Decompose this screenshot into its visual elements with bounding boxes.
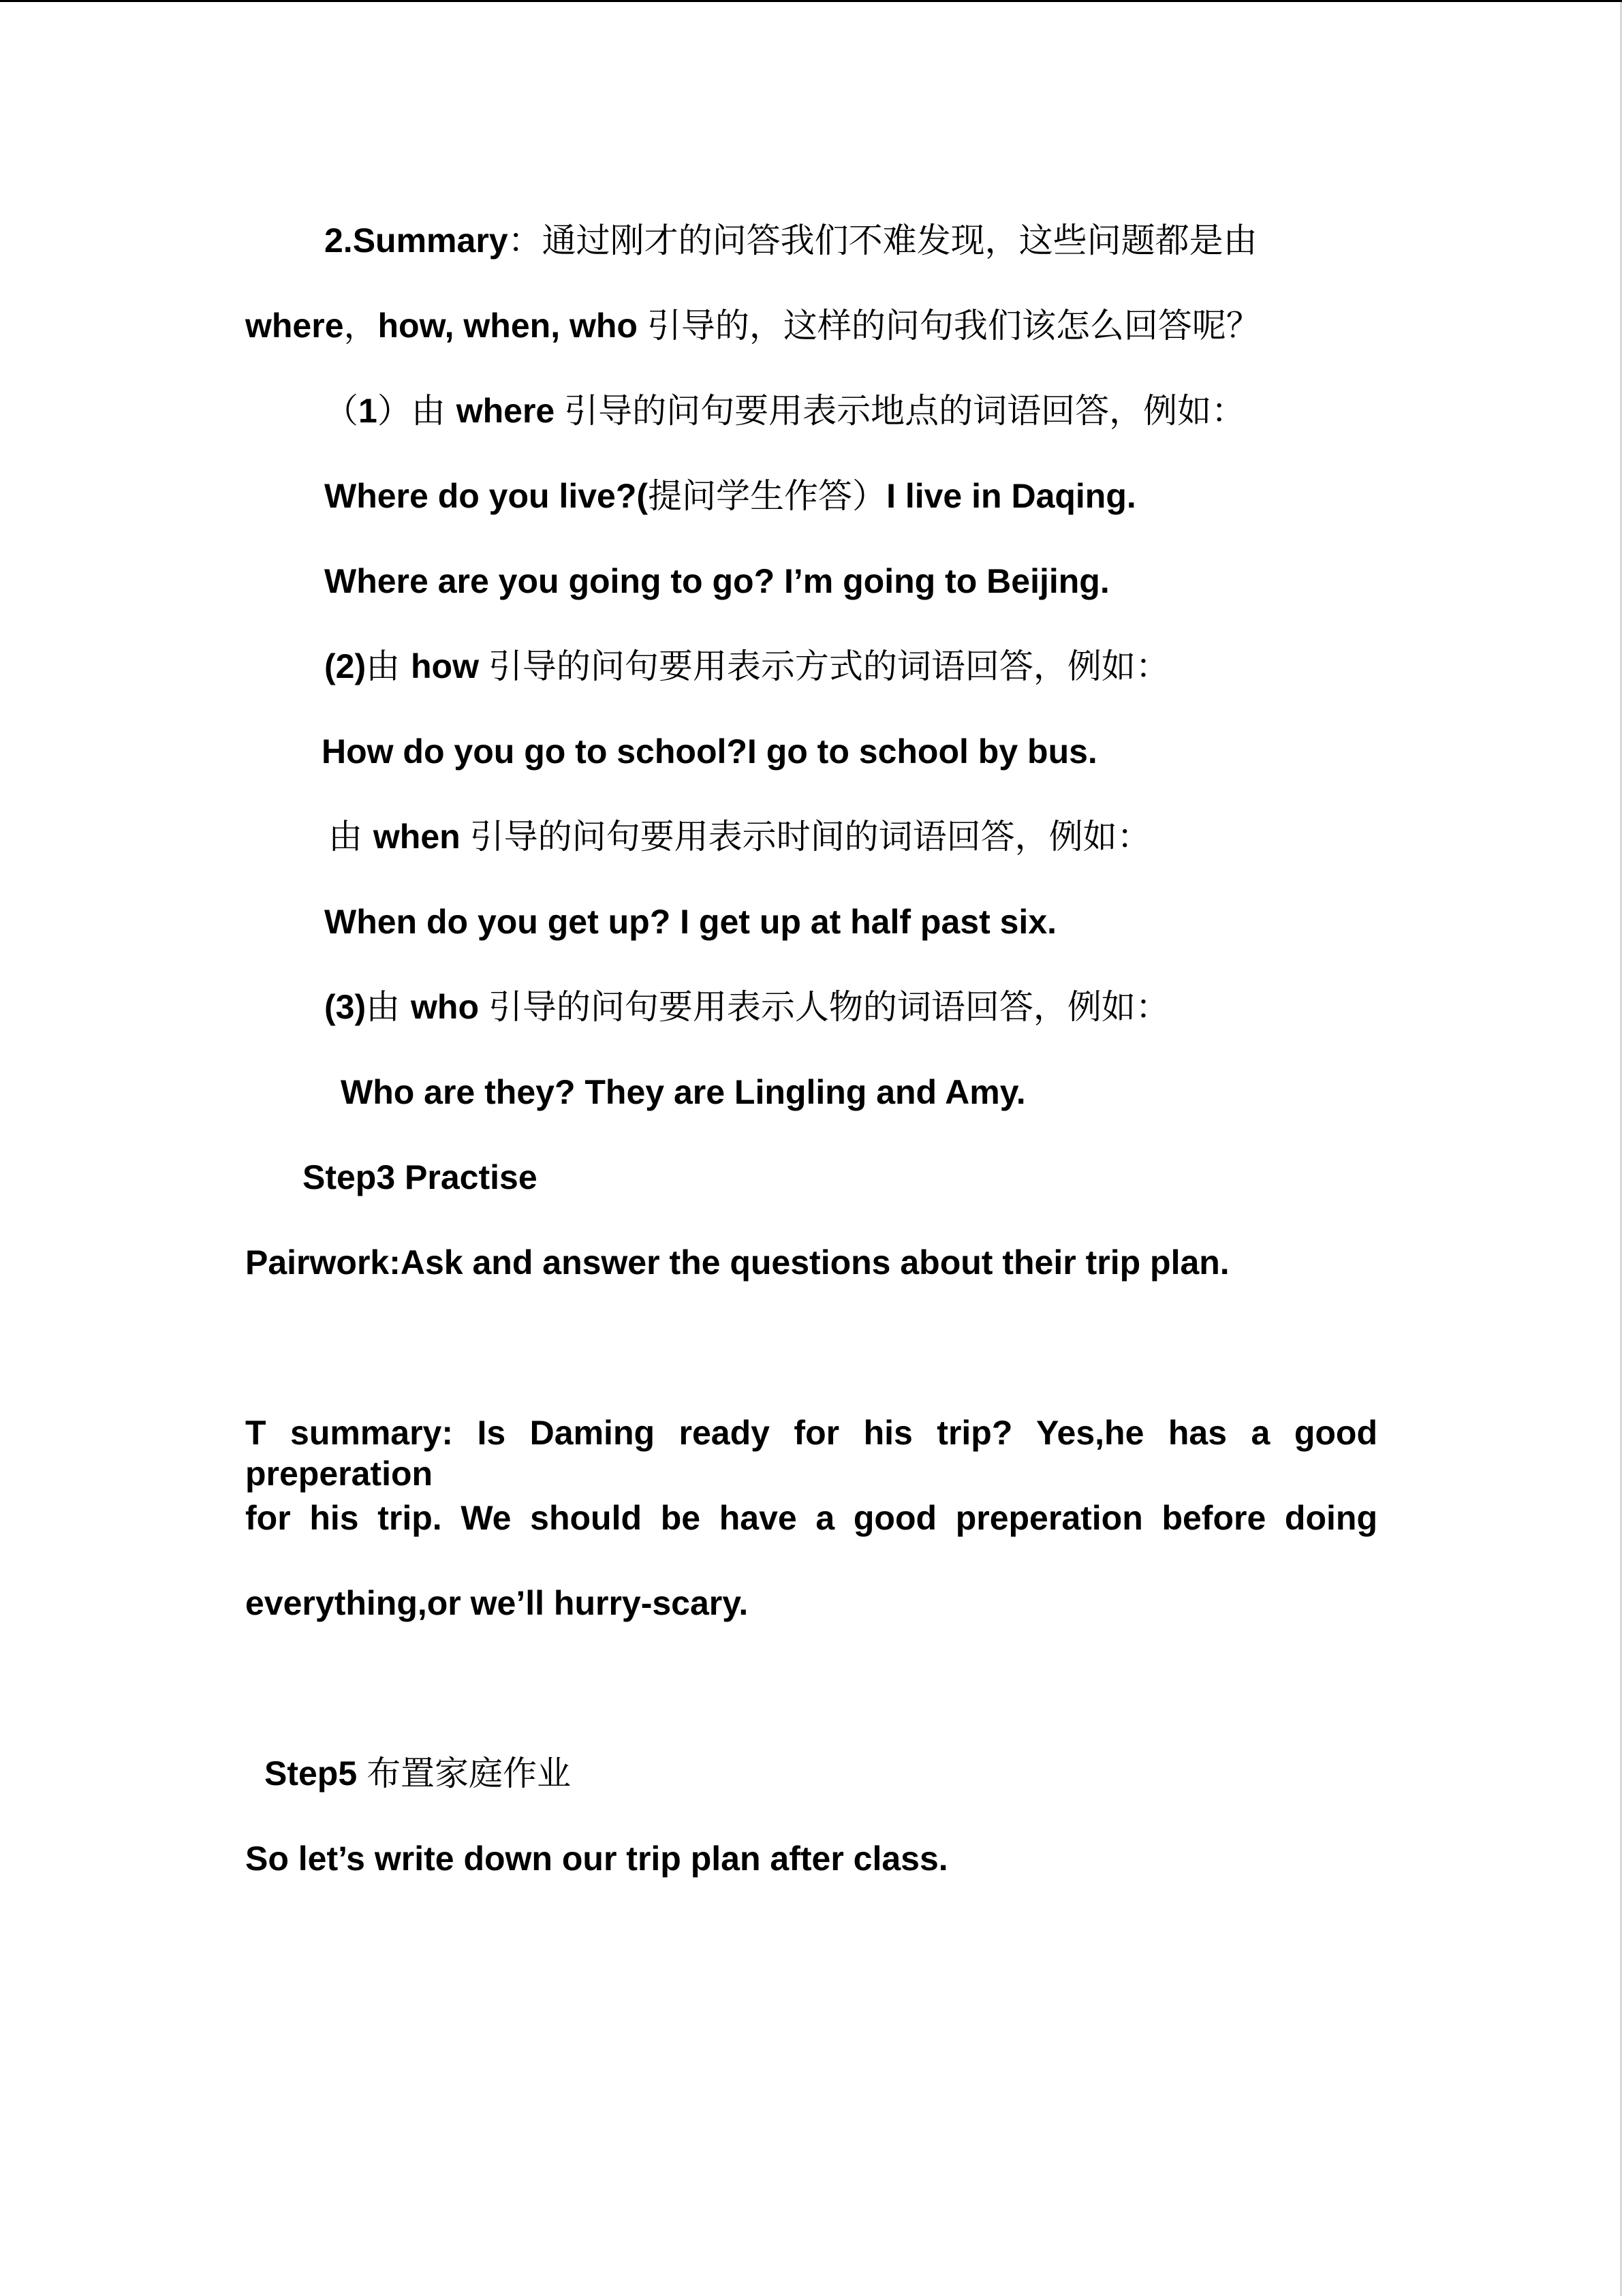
- rule-3-you: 由: [366, 987, 411, 1027]
- rule-when-you: 由: [328, 817, 373, 856]
- rule-when-keyword: when: [373, 818, 470, 856]
- rule-3-number: (3): [324, 988, 366, 1026]
- rule-when-text: 引导的问句要用表示时间的词语回答，例如：: [469, 817, 1151, 856]
- t-summary-line-1: T summary: Is Daming ready for his trip? Yes,he has a good preperation: [245, 1414, 1377, 1493]
- summary-label: 2.Summary: [324, 221, 508, 260]
- summary-question-text: 引导的，这样的问句我们该怎么回答呢？: [646, 306, 1260, 345]
- example-when: When do you get up? I get up at half past six.: [324, 903, 1057, 941]
- rule-2-you: 由: [366, 647, 411, 686]
- summary-text: ：通过刚才的问答我们不难发现，这些问题都是由: [508, 221, 1258, 260]
- example-where-live-q: Where do you live?(: [324, 477, 649, 515]
- example-where-live-a: I live in Daqing.: [886, 477, 1136, 515]
- rule-when-line: [328, 816, 1151, 857]
- step3-heading: Step3 Practise: [302, 1158, 537, 1196]
- rule-2-keyword: how: [411, 647, 488, 685]
- rule-3-text: 引导的问句要用表示人物的词语回答，例如：: [488, 987, 1170, 1027]
- example-where-go: Where are you going to go? I’m going to Beijing.: [324, 562, 1110, 600]
- rule-3-keyword: who: [411, 988, 488, 1026]
- pairwork-line: Pairwork:Ask and answer the questions about their trip plan.: [245, 1243, 1230, 1282]
- t-summary-line-2: for his trip. We should be have a good preperation before doing: [245, 1499, 1377, 1537]
- summary-heading-line: [324, 220, 1258, 261]
- question-words: how, when, who: [377, 307, 647, 345]
- summary-continuation-line: [245, 305, 1260, 346]
- rule-1-number: 1: [358, 392, 377, 430]
- example-how: How do you go to school?I go to school by bus.: [322, 732, 1097, 771]
- step5-label: Step5: [264, 1754, 367, 1793]
- example-where-live-note: 提问学生作答）: [648, 476, 887, 516]
- example-where-live: [324, 476, 1136, 516]
- rule-1-you: ）由: [377, 391, 456, 431]
- comma-text: ，: [343, 306, 378, 345]
- where-word: where: [245, 307, 344, 345]
- example-who: Who are they? They are Lingling and Amy.: [341, 1073, 1026, 1111]
- homework-line: So let’s write down our trip plan after class.: [245, 1840, 948, 1878]
- rule-2-line: [324, 646, 1170, 687]
- t-summary-line-3: everything,or we’ll hurry-scary.: [245, 1584, 749, 1622]
- rule-1-line: [324, 390, 1245, 431]
- step5-heading: [264, 1753, 571, 1794]
- rule-2-text: 引导的问句要用表示方式的词语回答，例如：: [488, 647, 1170, 686]
- step5-text: 布置家庭作业: [366, 1754, 572, 1793]
- rule-3-line: [324, 987, 1170, 1027]
- rule-1-keyword: where: [456, 392, 565, 430]
- rule-1-text: 引导的问句要用表示地点的词语回答，例如：: [564, 391, 1246, 431]
- rule-2-number: (2): [324, 647, 366, 685]
- open-paren: （: [324, 391, 358, 431]
